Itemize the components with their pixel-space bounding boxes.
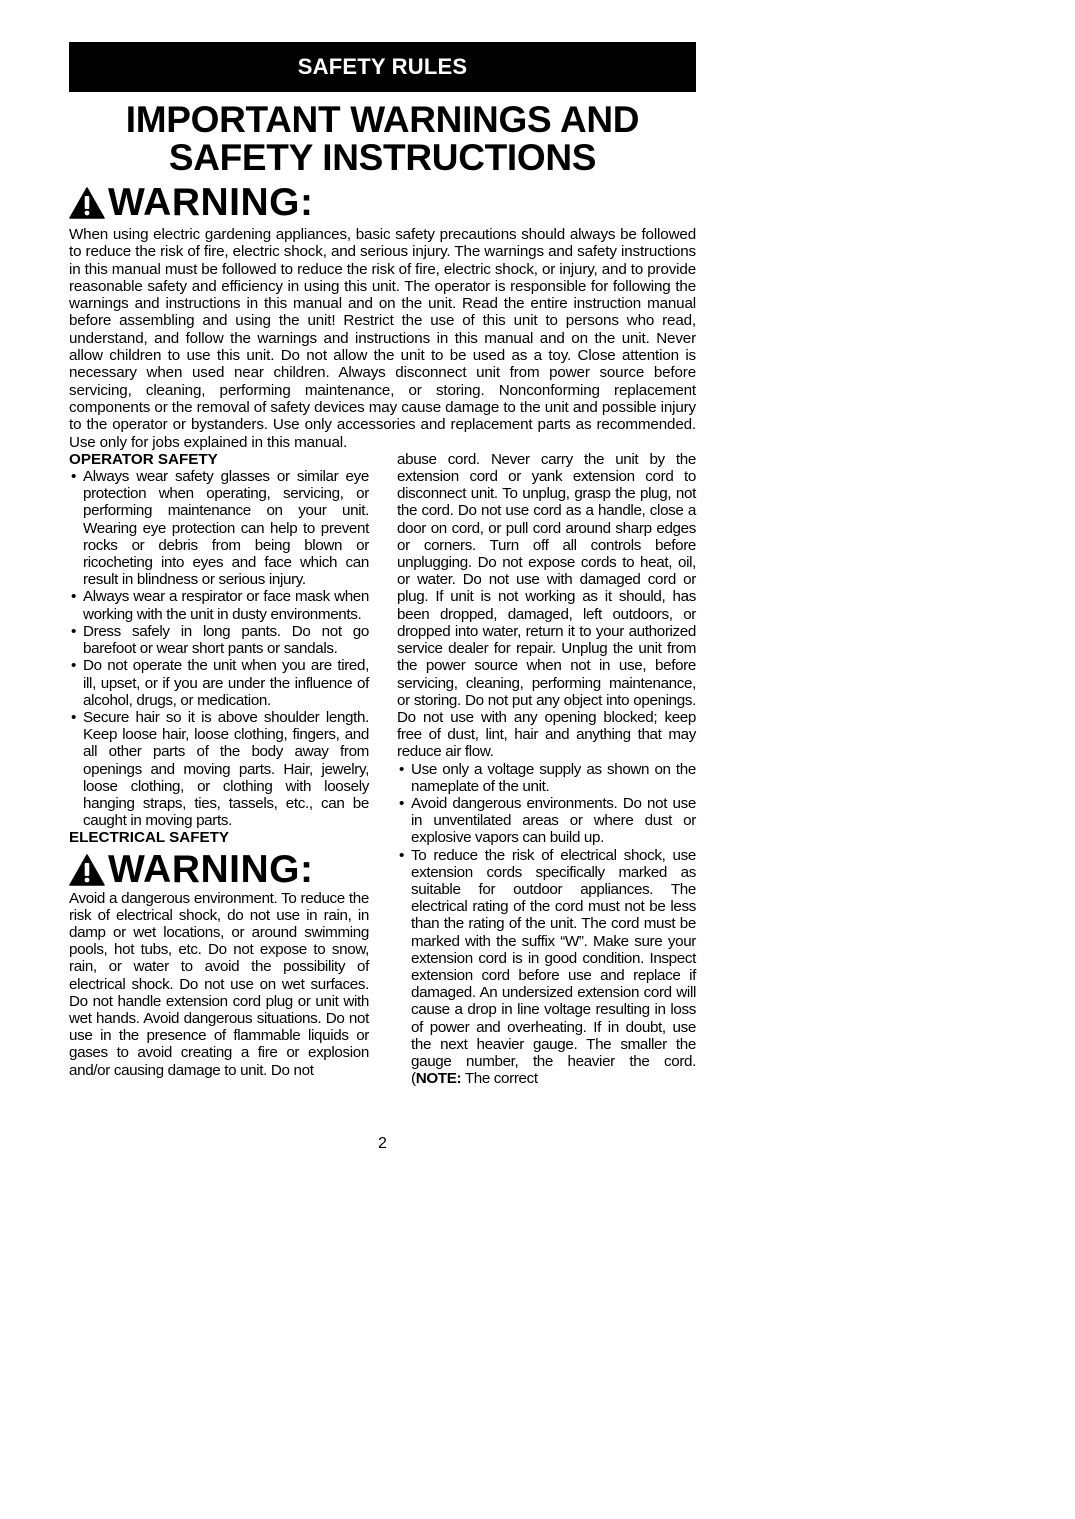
- electrical-safety-heading: ELECTRICAL SAFETY: [69, 829, 230, 847]
- electrical-paragraph-left: Avoid a dangerous environment. To reduce the risk of electrical shock, do not use in rain, in damp or wet locations, or around swimming pools, hot tubs, etc. Do not expose to snow, rain, or water to avoid the possibility of electrical shock. Do not use on wet surfaces. Do not handle extension cord plug or unit with wet hands. Avoid dangerous situations. Do not use in the presence of flammable liquids or gases to avoid creating a fire or explosion and/or causing damage to unit. Do not: [69, 889, 369, 1079]
- note-label: NOTE:: [415, 1070, 462, 1088]
- left-column: [69, 451, 369, 1088]
- warning-heading: [69, 183, 696, 223]
- list-item: • Use only a voltage supply as shown on the nameplate of the unit.: [397, 761, 696, 795]
- electrical-warning-heading: [69, 847, 369, 891]
- page-title-line-1: IMPORTANT WARNINGS AND: [125, 99, 640, 140]
- note-text: The correct: [461, 1070, 538, 1088]
- list-item: • Do not operate the unit when you are tired, ill, upset, or if you are under the influence of alcohol, drugs, or medication.: [69, 657, 369, 709]
- electrical-safety-list: [397, 761, 696, 1088]
- electrical-paragraph-right: abuse cord. Never carry the unit by the extension cord or yank extension cord to disconnect unit. To unplug, grasp the plug, not the cord. Do not use cord as a handle, close a door on cord, or pull cord around sharp edges or corners. Turn off all controls before unplugging. Do not expose cords to heat, oil, or water. Do not use with damaged cord or plug. If unit is not working as it should, has been dropped, damaged, left outdoors, or dropped into water, return it to your authorized service dealer for repair. Unplug the unit from the power source when not in use, before servicing, cleaning, performing maintenance, or storing. Do not put any object into openings. Do not use with any opening blocked; keep free of dust, lint, hair and anything that may reduce air flow.: [397, 450, 696, 761]
- banner-title: SAFETY RULES: [297, 54, 468, 79]
- operator-safety-list: [69, 468, 369, 829]
- right-column: [397, 451, 696, 1088]
- list-item: • Dress safely in long pants. Do not go barefoot or wear short pants or sandals.: [69, 623, 369, 657]
- warning-triangle-icon: [69, 854, 105, 886]
- page-title-line-2: SAFETY INSTRUCTIONS: [168, 137, 597, 178]
- list-item: • Secure hair so it is above shoulder length. Keep loose hair, loose clothing, fingers, and all other parts of the body away from openings and moving parts. Hair, jewelry, loose clothing, or clothing with loosely hanging straps, ties, tassels, etc., can be caught in moving parts.: [69, 709, 369, 829]
- page-number: 2: [378, 1135, 387, 1152]
- warning-triangle-icon: [69, 187, 105, 219]
- warning-label: WARNING:: [108, 847, 314, 891]
- list-item: • Avoid dangerous environments. Do not use in unventilated areas or where dust or explosive vapors can build up.: [397, 795, 696, 847]
- two-column-body: [69, 451, 696, 1088]
- warning-label: WARNING:: [108, 181, 314, 224]
- list-item: • Always wear a respirator or face mask when working with the unit in dusty environments.: [69, 588, 369, 622]
- extension-cord-text: To reduce the risk of electrical shock, use extension cords specifically marked as suitable for outdoor appliances. The electrical rating of the cord must not be less than the rating of the unit. The cord must be marked with the suffix “W”. Make sure your extension cord is in good condition. Inspect extension cord before use and replace if damaged. An undersized extension cord will cause a drop in line voltage resulting in loss of power and overheating. If in doubt, use the next heavier gauge. The smaller the gauge number, the heavier the cord. (: [411, 846, 696, 1088]
- list-item: [397, 847, 696, 1088]
- list-item: • Always wear safety glasses or similar eye protection when operating, servicing, or performing maintenance on your unit. Wearing eye protection can help to prevent rocks or debris from being blown or ricocheting into eyes and face which can result in blindness or serious injury.: [69, 468, 369, 588]
- manual-page: [69, 42, 696, 1152]
- intro-paragraph: When using electric gardening appliances, basic safety precautions should always be followed to reduce the risk of fire, electric shock, and serious injury. The warnings and safety instructions in this manual must be followed to reduce the risk of fire, electric shock, or injury, and to provide reasonable safety and efficiency in using this unit. The operator is responsible for following the warnings and instructions in this manual and on the unit. Read the entire instruction manual before assembling and using the unit! Restrict the use of this unit to persons who read, understand, and follow the warnings and instructions in this manual and on the unit. Never allow children to use this unit. Do not allow the unit to be used as a toy. Close attention is necessary when used near children. Always disconnect unit from power source before servicing, cleaning, performing maintenance, or storing. Nonconforming replacement components or the removal of safety devices may cause damage to the unit and possible injury to the operator or bystanders. Use only accessories and replacement parts as recommended. Use only for jobs explained in this manual.: [69, 226, 696, 451]
- operator-safety-heading: OPERATOR SAFETY: [69, 450, 218, 468]
- section-banner: [69, 42, 696, 92]
- page-title: [69, 101, 696, 177]
